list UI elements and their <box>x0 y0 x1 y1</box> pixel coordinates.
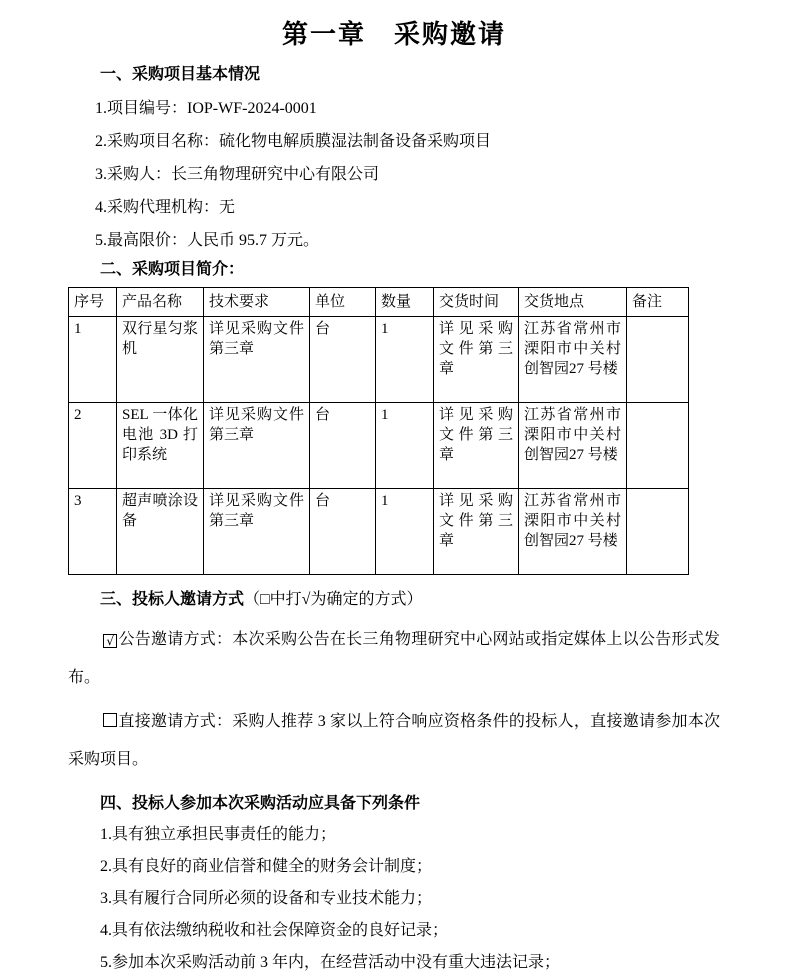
section-heading-invitation-method <box>68 589 720 611</box>
cell-no: 1 <box>69 317 117 403</box>
table-row <box>69 403 689 489</box>
checkbox-unchecked-icon <box>103 713 117 727</box>
list-item: 4.采购代理机构：无 <box>95 199 236 216</box>
section-heading-basic-info: 一、采购项目基本情况 <box>100 66 261 83</box>
cell-note <box>627 317 689 403</box>
col-header-qty: 数量 <box>376 288 434 317</box>
col-header-tech: 技术要求 <box>204 288 310 317</box>
cell-no: 3 <box>69 489 117 575</box>
cell-note <box>627 489 689 575</box>
table-header-row <box>69 288 689 317</box>
option-text: 公告邀请方式：本次采购公告在长三角物理研究中心网站或指定媒体上以公告形式发布。 <box>68 631 720 686</box>
list-item: 2.采购项目名称：硫化物电解质膜湿法制备设备采购项目 <box>95 133 492 150</box>
list-item: 3.具有履行合同所必须的设备和专业技术能力； <box>100 890 433 907</box>
cell-delivery-place: 江苏省常州市溧阳市中关村创智园27 号楼 <box>519 317 627 403</box>
col-header-note: 备注 <box>627 288 689 317</box>
option-text: 直接邀请方式：采购人推荐 3 家以上符合响应资格条件的投标人，直接邀请参加本次采购项目。 <box>68 713 720 768</box>
cell-product: 超声喷涂设备 <box>117 489 204 575</box>
list-item: 3.采购人：长三角物理研究中心有限公司 <box>95 166 380 183</box>
cell-delivery-place: 江苏省常州市溧阳市中关村创智园27 号楼 <box>519 489 627 575</box>
cell-tech: 详见采购文件第三章 <box>204 403 310 489</box>
conditions-list <box>68 819 720 979</box>
list-item: 1.项目编号：IOP-WF-2024-0001 <box>95 100 317 117</box>
section-heading-bidder-conditions: 四、投标人参加本次采购活动应具备下列条件 <box>100 795 421 812</box>
col-header-product: 产品名称 <box>117 288 204 317</box>
list-item: 1.具有独立承担民事责任的能力； <box>100 826 337 843</box>
cell-tech: 详见采购文件第三章 <box>204 317 310 403</box>
option-announcement-invitation <box>68 621 720 697</box>
list-item: 5.最高限价：人民币 95.7 万元。 <box>95 232 320 249</box>
checkbox-checked-icon: √ <box>103 634 117 648</box>
section-heading-project-brief: 二、采购项目简介： <box>100 261 245 278</box>
cell-unit: 台 <box>310 317 376 403</box>
list-item: 5.参加本次采购活动前 3 年内，在经营活动中没有重大违法记录； <box>100 954 561 971</box>
table-row <box>69 317 689 403</box>
col-header-delivery-place: 交货地点 <box>519 288 627 317</box>
cell-delivery-place: 江苏省常州市溧阳市中关村创智园27 号楼 <box>519 403 627 489</box>
cell-unit: 台 <box>310 403 376 489</box>
col-header-unit: 单位 <box>310 288 376 317</box>
col-header-no: 序号 <box>69 288 117 317</box>
cell-unit: 台 <box>310 489 376 575</box>
list-item: 4.具有依法缴纳税收和社会保障资金的良好记录； <box>100 922 449 939</box>
cell-delivery-time: 详见采购文件第三章 <box>434 489 519 575</box>
option-direct-invitation <box>68 703 720 779</box>
products-table <box>68 287 689 575</box>
cell-qty: 1 <box>376 317 434 403</box>
table-row <box>69 489 689 575</box>
cell-qty: 1 <box>376 489 434 575</box>
cell-product: 双行星匀浆机 <box>117 317 204 403</box>
col-header-delivery-time: 交货时间 <box>434 288 519 317</box>
heading-bold-part: 三、投标人邀请方式 <box>100 591 245 608</box>
chapter-title: 第一章 采购邀请 <box>281 20 506 49</box>
cell-no: 2 <box>69 403 117 489</box>
list-item: 2.具有良好的商业信誉和健全的财务会计制度； <box>100 858 433 875</box>
cell-qty: 1 <box>376 403 434 489</box>
cell-product: SEL 一体化电池 3D 打印系统 <box>117 403 204 489</box>
cell-note <box>627 403 689 489</box>
cell-delivery-time: 详见采购文件第三章 <box>434 403 519 489</box>
heading-note-part: （□中打√为确定的方式） <box>244 591 423 608</box>
cell-delivery-time: 详见采购文件第三章 <box>434 317 519 403</box>
basic-info-list <box>68 92 720 257</box>
cell-tech: 详见采购文件第三章 <box>204 489 310 575</box>
